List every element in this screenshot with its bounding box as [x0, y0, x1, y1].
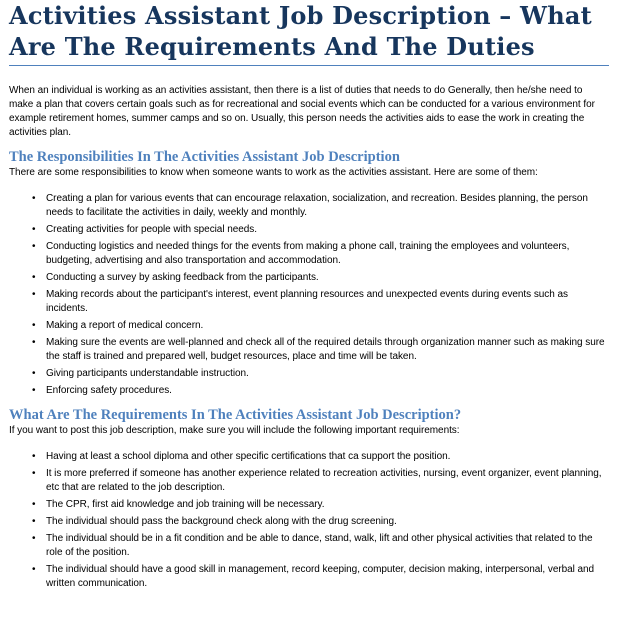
list-item-text: The individual should have a good skill in management, record keeping, computer, decision making, interpersonal, verbal and written communication.	[46, 564, 595, 589]
list-item-text: Making records about the participant's interest, event planning resources and unexpected events during events such as incidents.	[46, 289, 568, 314]
bullet-icon: •	[32, 368, 36, 379]
list-item	[9, 563, 609, 591]
list-item-text: The individual should be in a fit condition and be able to dance, stand, walk, lift and other physical activities that related to the role of the position.	[46, 533, 593, 558]
list-item	[9, 319, 609, 333]
list-item	[9, 367, 609, 381]
list-item	[9, 498, 609, 512]
list-item-text: Creating activities for people with special needs.	[46, 224, 257, 235]
page-title: Activities Assistant Job Description – What Are The Requirements And The Duties	[9, 1, 592, 61]
list-item	[9, 336, 609, 364]
list-item	[9, 532, 609, 560]
list-item-text: Enforcing safety procedures.	[46, 385, 172, 396]
title-divider	[9, 65, 609, 66]
bullet-icon: •	[32, 193, 36, 204]
list-item-text: Conducting logistics and needed things for the events from making a phone call, training the employees and volunteers, budgeting, advertising and also transportation and accommodation.	[46, 241, 570, 266]
list-item	[9, 515, 609, 529]
list-item-text: Giving participants understandable instruction.	[46, 368, 249, 379]
bullet-icon: •	[32, 272, 36, 283]
list-item	[9, 288, 609, 316]
list-item-text: Making a report of medical concern.	[46, 320, 204, 331]
requirements-list	[9, 450, 609, 591]
bullet-icon: •	[32, 337, 36, 348]
list-item	[9, 271, 609, 285]
list-item-text: Creating a plan for various events that can encourage relaxation, socialization, and recreation. Besides planning, the person needs to facilitate the activities in daily, weekly and monthly.	[46, 193, 588, 218]
bullet-icon: •	[32, 499, 36, 510]
responsibilities-intro: There are some responsibilities to know when someone wants to work as the activities assistant. Here are some of them:	[9, 167, 538, 178]
list-item-text: Making sure the events are well-planned and check all of the required details through organization manner such as making sure the staff is trained and prepared well, budget resources, place and time will be taken.	[46, 337, 605, 362]
requirements-intro: If you want to post this job description, make sure you will include the following important requirements:	[9, 425, 460, 436]
list-item	[9, 384, 609, 398]
list-item-text: It is more preferred if someone has another experience related to recreation activities, nursing, event organizer, event planning, etc that are related to the job description.	[46, 468, 602, 493]
list-item	[9, 223, 609, 237]
intro-paragraph: When an individual is working as an activities assistant, then there is a list of duties that needs to do Generally, then he/she need to make a plan that covers certain goals such as for recreational and social events which can be conducted for a various environment for example retirement homes, summer camps and so on. Usually, this person needs the activities aids to ease the work in creating the activities plan.	[9, 85, 595, 138]
bullet-icon: •	[32, 516, 36, 527]
responsibilities-list	[9, 192, 609, 398]
list-item	[9, 467, 609, 495]
bullet-icon: •	[32, 564, 36, 575]
bullet-icon: •	[32, 533, 36, 544]
bullet-icon: •	[32, 385, 36, 396]
list-item	[9, 450, 609, 464]
bullet-icon: •	[32, 451, 36, 462]
list-item	[9, 192, 609, 220]
list-item-text: Conducting a survey by asking feedback from the participants.	[46, 272, 319, 283]
bullet-icon: •	[32, 468, 36, 479]
responsibilities-heading: The Responsibilities In The Activities Assistant Job Description	[9, 149, 400, 165]
list-item-text: The individual should pass the background check along with the drug screening.	[46, 516, 397, 527]
list-item-text: Having at least a school diploma and other specific certifications that ca support the position.	[46, 451, 451, 462]
list-item-text: The CPR, first aid knowledge and job training will be necessary.	[46, 499, 325, 510]
bullet-icon: •	[32, 289, 36, 300]
requirements-heading: What Are The Requirements In The Activities Assistant Job Description?	[9, 407, 462, 423]
bullet-icon: •	[32, 320, 36, 331]
list-item	[9, 240, 609, 268]
requirements-section	[9, 408, 609, 591]
bullet-icon: •	[32, 224, 36, 235]
responsibilities-section	[9, 150, 609, 398]
bullet-icon: •	[32, 241, 36, 252]
